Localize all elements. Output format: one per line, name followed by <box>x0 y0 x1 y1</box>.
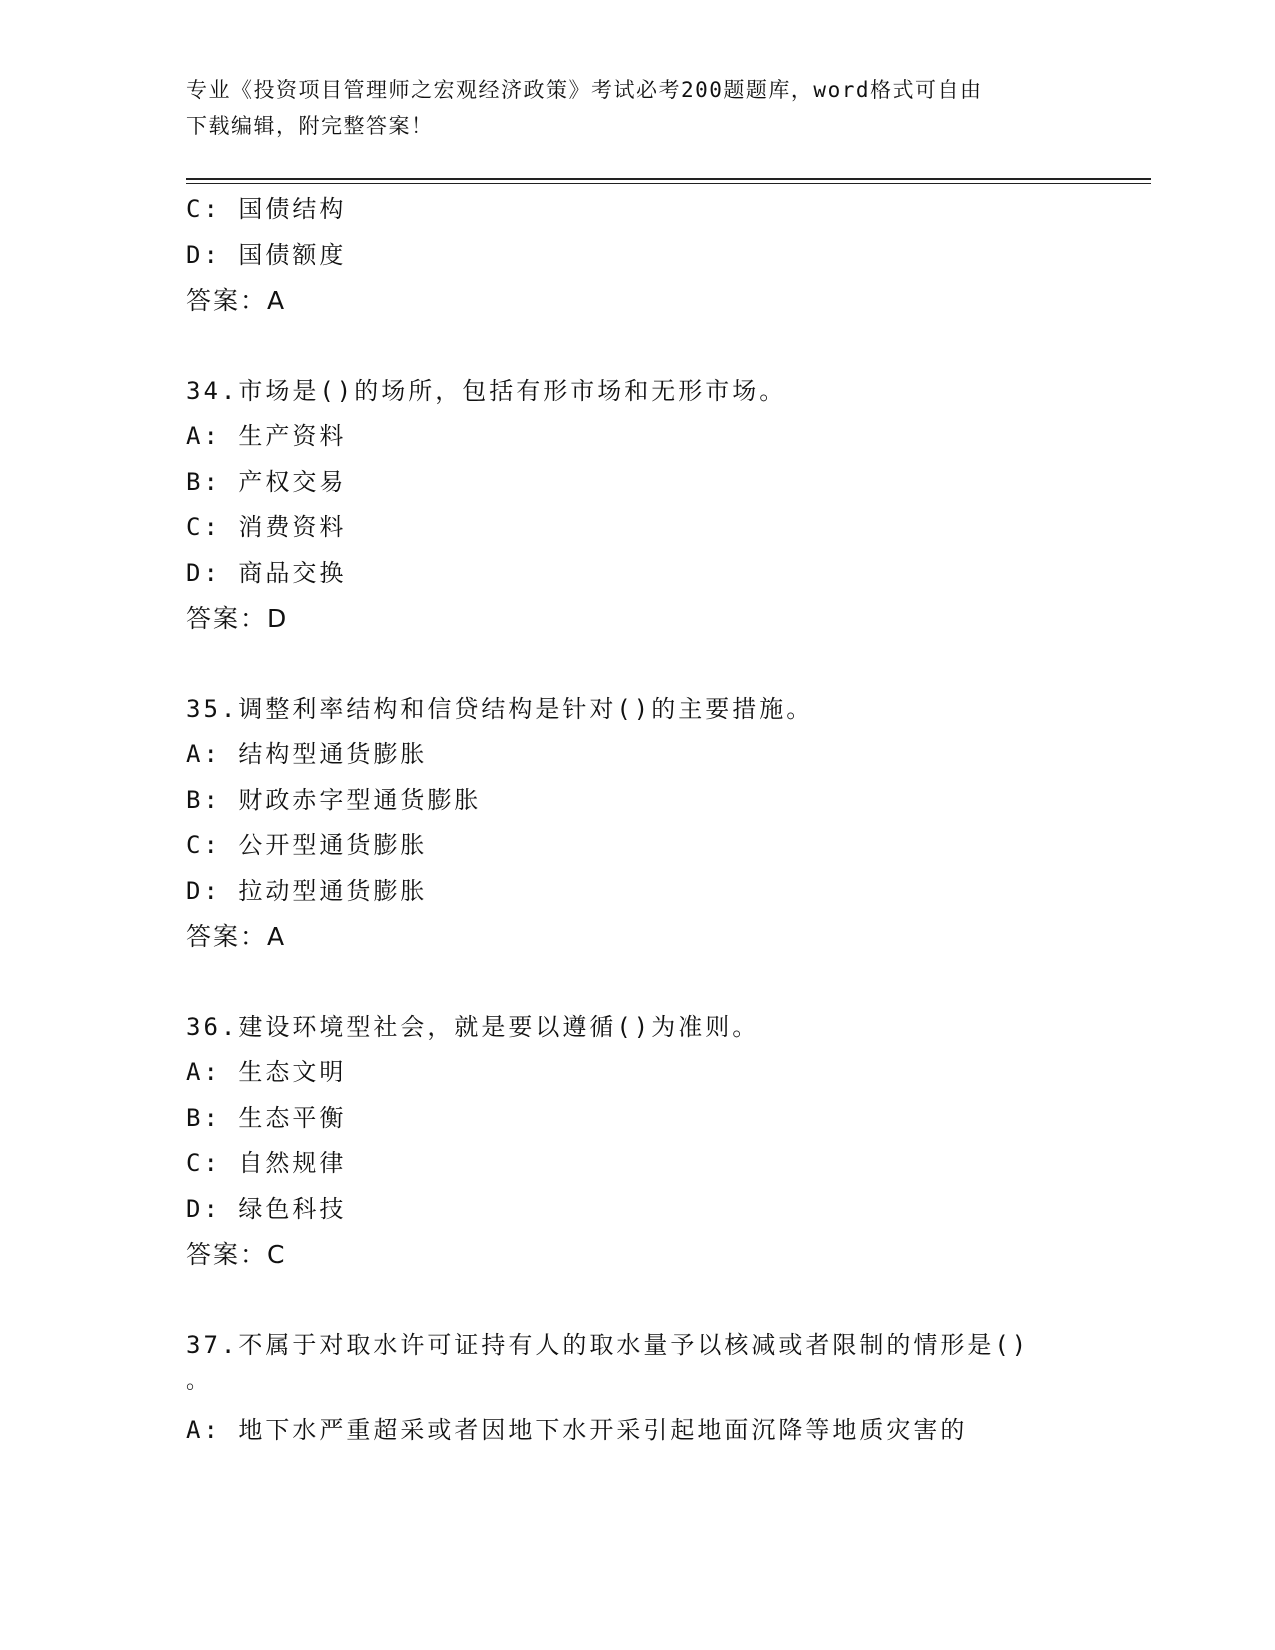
spacer <box>186 324 1086 369</box>
answer-line: 答案：C <box>186 1240 287 1269</box>
answer-line: 答案：A <box>186 922 287 951</box>
option-a: A: 生产资料 <box>186 422 347 450</box>
option-b: B: 产权交易 <box>186 467 347 496</box>
option-a: A: 地下水严重超采或者因地下水开采引起地面沉降等地质灾害的 <box>186 1416 968 1444</box>
option-d: D: 商品交换 <box>186 558 347 587</box>
option-b: B: 财政赤字型通货膨胀 <box>186 785 482 814</box>
option-c: C: 公开型通货膨胀 <box>186 831 428 859</box>
question-stem: 36.建设环境型社会，就是要以遵循()为准则。 <box>186 1012 760 1041</box>
option-c: C: 国债结构 <box>186 195 347 223</box>
question-stem: 34.市场是()的场所，包括有形市场和无形市场。 <box>186 376 787 405</box>
answer-line: 答案：A <box>186 286 287 315</box>
option-a: A: 生态文明 <box>186 1058 347 1086</box>
question-35 <box>186 687 1086 960</box>
spacer <box>186 642 1086 687</box>
question-33-tail <box>186 187 1086 324</box>
option-a: A: 结构型通货膨胀 <box>186 740 428 768</box>
option-d: D: 国债额度 <box>186 240 347 269</box>
question-34 <box>186 369 1086 642</box>
spacer <box>186 960 1086 1005</box>
question-stem-continuation: 。 <box>186 1369 212 1394</box>
option-d: D: 绿色科技 <box>186 1194 347 1223</box>
header-divider-thin <box>186 183 1151 184</box>
question-list <box>186 187 1086 1454</box>
header-divider-thick <box>186 178 1151 180</box>
option-c: C: 消费资料 <box>186 513 347 541</box>
question-stem: 37.不属于对取水许可证持有人的取水量予以核减或者限制的情形是() <box>186 1330 1030 1359</box>
question-stem: 35.调整利率结构和信贷结构是针对()的主要措施。 <box>186 694 814 723</box>
page-header <box>186 72 1066 144</box>
question-37 <box>186 1323 1086 1454</box>
answer-line: 答案：D <box>186 604 289 633</box>
header-line-2: 下载编辑，附完整答案！ <box>186 114 434 138</box>
header-line-1: 专业《投资项目管理师之宏观经济政策》考试必考200题题库，word格式可自由 <box>186 78 983 102</box>
option-d: D: 拉动型通货膨胀 <box>186 876 428 905</box>
spacer <box>186 1278 1086 1323</box>
option-b: B: 生态平衡 <box>186 1103 347 1132</box>
question-36 <box>186 1005 1086 1278</box>
option-c: C: 自然规律 <box>186 1149 347 1177</box>
